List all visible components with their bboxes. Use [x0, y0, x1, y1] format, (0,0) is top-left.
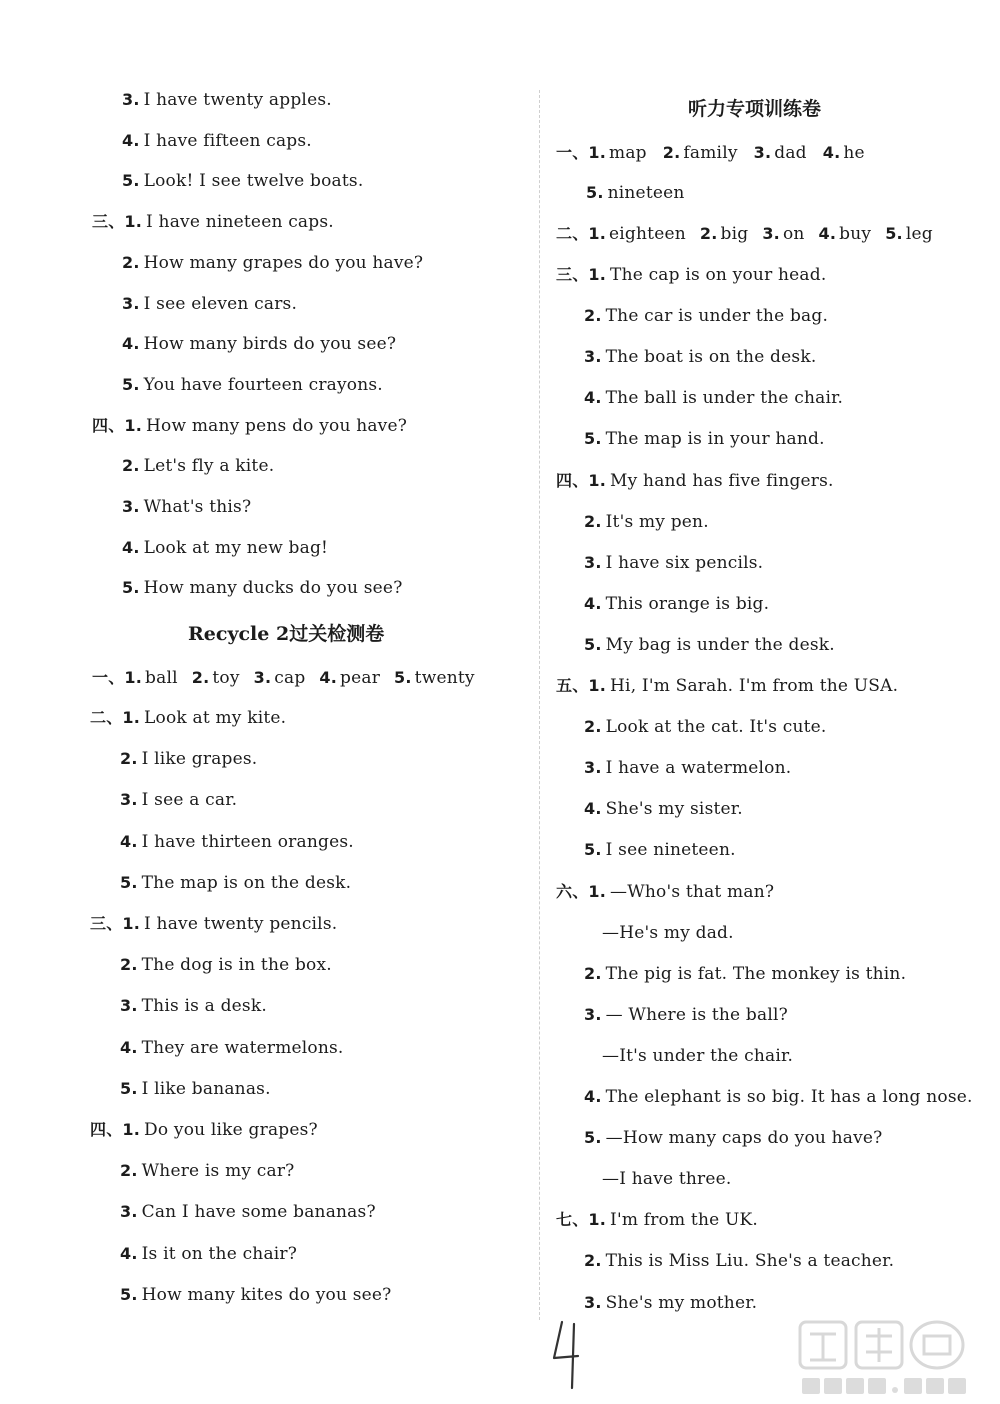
item-number: 4.: [584, 388, 602, 408]
answer-text: Is it on the chair?: [141, 1243, 298, 1264]
item-number: 1.: [124, 415, 143, 435]
answer-text: —It's under the chair.: [602, 1045, 794, 1066]
watermark-logo-icon: [792, 1318, 982, 1398]
item-number: 5.: [122, 578, 140, 598]
answer-text: You have fourteen crayons.: [143, 374, 383, 395]
section-marker: 三、: [556, 265, 589, 284]
heading-chinese: 过关检测卷: [289, 623, 385, 645]
answer-line: [584, 593, 769, 615]
item-number: 2.: [122, 252, 140, 272]
answer-text: The boat is on the desk.: [605, 347, 817, 368]
answer-line: [602, 1168, 732, 1190]
answer-text: family: [683, 143, 738, 163]
answer-line: [584, 963, 906, 985]
answer-row: [92, 667, 489, 689]
answer-text: The elephant is so big. It has a long nose.: [605, 1087, 973, 1107]
item-number: 2.: [584, 963, 602, 983]
answer-text: I have twenty pencils.: [144, 914, 338, 934]
answer-text: I have thirteen oranges.: [141, 831, 354, 852]
item-number: 3.: [253, 668, 272, 687]
item-number: 5.: [122, 171, 140, 191]
section-marker: 六、: [556, 881, 589, 901]
item-number: 4.: [122, 334, 140, 354]
section-marker: 一、: [556, 143, 589, 162]
item-number: 2.: [120, 955, 138, 975]
answer-line: [584, 1250, 894, 1272]
item-number: 5.: [586, 183, 604, 202]
item-number: 1.: [588, 143, 607, 162]
answer-text: Look at my kite.: [144, 708, 287, 728]
answer-text: toy: [212, 668, 240, 688]
handwritten-mark-icon: [548, 1318, 588, 1390]
heading-english: Recycle 2: [188, 623, 290, 645]
answer-text: This is a desk.: [141, 996, 267, 1017]
answer-text: big: [720, 224, 749, 244]
item-number: 2.: [699, 224, 718, 243]
answer-line: [90, 913, 337, 935]
answer-line: [584, 1127, 883, 1149]
item-number: 3.: [122, 90, 140, 109]
answer-text: How many grapes do you have?: [143, 252, 424, 273]
answer-line: [584, 716, 827, 738]
item-number: 2.: [584, 511, 602, 531]
answer-text: twenty: [414, 668, 475, 688]
answer-text: My hand has five fingers.: [610, 470, 834, 491]
answer-text: It's my pen.: [605, 511, 709, 532]
answer-line: [120, 1160, 295, 1182]
answer-text: eighteen: [609, 224, 686, 244]
answer-line: [120, 1284, 391, 1306]
answer-text: Let's fly a kite.: [143, 456, 275, 477]
item-number: 3.: [762, 224, 780, 243]
item-number: 4.: [584, 1087, 602, 1106]
item-number: 1.: [122, 708, 141, 727]
item-number: 2.: [584, 1251, 602, 1271]
item-number: 5.: [584, 1128, 602, 1148]
section-marker: 三、: [92, 212, 125, 232]
item-number: 2.: [584, 306, 602, 326]
answer-text: —Who's that man?: [610, 881, 775, 902]
item-number: 3.: [584, 1004, 602, 1024]
item-number: 3.: [120, 996, 138, 1016]
answer-line: [584, 428, 825, 450]
item-number: 1.: [588, 470, 607, 490]
answer-text: How many birds do you see?: [143, 334, 397, 355]
answer-line: [602, 1045, 793, 1067]
answer-line: [584, 634, 835, 656]
answer-text: I like bananas.: [141, 1078, 271, 1099]
answer-line: [584, 346, 816, 368]
answer-text: — Where is the ball?: [605, 1004, 788, 1025]
answer-line: [584, 1086, 973, 1108]
item-number: 3.: [122, 293, 140, 313]
section-heading-listening: 听力专项训练卷: [688, 98, 822, 120]
answer-line: [584, 305, 828, 327]
item-number: 1.: [588, 676, 607, 695]
answer-text: Hi, I'm Sarah. I'm from the USA.: [610, 676, 899, 696]
answer-text: leg: [905, 224, 933, 244]
item-number: 2.: [662, 143, 681, 162]
answer-line: [122, 130, 312, 152]
answer-line: [90, 707, 286, 729]
answer-text: I see a car.: [141, 790, 238, 811]
answer-text: The map is in your hand.: [605, 429, 825, 450]
item-number: 2.: [584, 717, 602, 737]
item-number: 3.: [584, 1292, 602, 1312]
answer-line: [584, 387, 843, 409]
item-number: 5.: [120, 1078, 138, 1098]
answer-line: [584, 1004, 788, 1026]
answer-line: [122, 333, 396, 355]
answer-line: [90, 1119, 318, 1141]
answer-text: This is Miss Liu. She's a teacher.: [605, 1251, 895, 1272]
answer-text: How many ducks do you see?: [143, 578, 403, 599]
section-marker: 四、: [90, 1120, 123, 1139]
item-number: 1.: [124, 668, 143, 687]
section-marker: 二、: [90, 708, 123, 727]
answer-line: [122, 537, 328, 559]
answer-text: on: [782, 224, 805, 244]
answer-text: Look at the cat. It's cute.: [605, 717, 827, 738]
item-number: 5.: [120, 872, 138, 892]
answer-text: This orange is big.: [605, 593, 770, 614]
item-number: 3.: [120, 790, 138, 810]
answer-line: [122, 293, 297, 315]
item-number: 4.: [120, 831, 138, 851]
answer-text: I see nineteen.: [605, 840, 736, 861]
answer-row: [556, 142, 881, 164]
answer-line: [120, 954, 332, 976]
answer-text: Where is my car?: [141, 1161, 295, 1182]
answer-line: [120, 1201, 376, 1223]
answer-text: —I have three.: [602, 1169, 732, 1190]
answer-text: map: [609, 143, 647, 163]
answer-text: My bag is under the desk.: [605, 634, 835, 655]
item-number: 4.: [818, 224, 837, 243]
answer-line: [584, 798, 743, 820]
answer-text: I have fifteen caps.: [143, 130, 312, 151]
item-number: 3.: [584, 552, 602, 572]
answer-line: [556, 264, 826, 286]
answer-line: [92, 415, 407, 437]
item-number: 4.: [584, 799, 602, 819]
answer-text: dad: [774, 143, 807, 163]
section-marker: 五、: [556, 676, 589, 695]
section-marker: 四、: [556, 470, 589, 490]
item-number: 2.: [122, 456, 140, 476]
answer-line: [122, 455, 274, 477]
answer-text: The car is under the bag.: [605, 306, 829, 327]
item-number: 3.: [584, 758, 602, 778]
section-marker: 一、: [92, 668, 125, 687]
answer-text: She's my mother.: [605, 1292, 758, 1313]
answer-text: The ball is under the chair.: [605, 388, 844, 409]
answer-line: [122, 170, 363, 192]
item-number: 5.: [584, 634, 602, 654]
answer-row: [556, 223, 947, 245]
item-number: 1.: [124, 212, 143, 232]
item-number: 4.: [122, 537, 140, 557]
answer-text: I have twenty apples.: [143, 90, 332, 110]
item-number: 5.: [584, 840, 602, 860]
item-number: 3.: [120, 1202, 138, 1222]
answer-line: [92, 211, 334, 233]
answer-text: —He's my dad.: [602, 922, 734, 943]
item-number: 2.: [191, 668, 210, 687]
answer-text: I like grapes.: [141, 749, 258, 770]
answer-line: [122, 496, 251, 518]
answer-text: How many kites do you see?: [141, 1284, 392, 1305]
answer-text: cap: [274, 668, 306, 688]
answer-line: [120, 1078, 271, 1100]
answer-text: What's this?: [143, 497, 252, 517]
item-number: 5.: [584, 429, 602, 449]
answer-text: I have a watermelon.: [605, 758, 792, 779]
item-number: 2.: [120, 1161, 138, 1181]
answer-text: How many pens do you have?: [146, 415, 408, 436]
answer-line: [120, 995, 267, 1017]
answer-text: Look! I see twelve boats.: [143, 171, 364, 192]
section-marker: 二、: [556, 224, 589, 243]
item-number: 1.: [122, 1120, 141, 1139]
answer-line: [122, 89, 332, 111]
answer-text: nineteen: [607, 183, 685, 203]
answer-line: [120, 748, 257, 770]
item-number: 5.: [122, 374, 140, 394]
answer-line: [584, 839, 736, 861]
item-number: 1.: [588, 265, 607, 284]
answer-line: [120, 1037, 344, 1059]
answer-line: [120, 789, 237, 811]
answer-line: [122, 577, 403, 599]
item-number: 5.: [120, 1284, 138, 1304]
answer-line: [556, 1209, 758, 1231]
answer-line: [584, 1292, 757, 1314]
item-number: 3.: [584, 347, 602, 367]
answer-text: They are watermelons.: [141, 1037, 344, 1058]
answer-line: [556, 470, 834, 492]
item-number: 1.: [588, 1210, 607, 1230]
section-marker: 七、: [556, 1210, 589, 1230]
answer-text: I'm from the UK.: [610, 1210, 758, 1231]
answer-line: [556, 675, 898, 697]
answer-line: [584, 511, 709, 533]
answer-text: The dog is in the box.: [141, 955, 332, 976]
answer-line: [120, 1243, 297, 1265]
answer-line: [120, 831, 354, 853]
column-divider: [539, 90, 540, 1320]
item-number: 4.: [120, 1037, 138, 1057]
item-number: 4.: [319, 668, 338, 687]
answer-text: pear: [340, 668, 381, 688]
item-number: 5.: [394, 668, 412, 687]
answer-text: I have nineteen caps.: [146, 212, 334, 233]
answer-text: buy: [839, 224, 872, 244]
answer-text: Do you like grapes?: [144, 1120, 318, 1140]
section-marker: 三、: [90, 914, 123, 933]
answer-line: [586, 182, 685, 204]
answer-line: [602, 922, 734, 944]
item-number: 4.: [822, 143, 841, 162]
answer-text: Look at my new bag!: [143, 537, 329, 558]
item-number: 1.: [588, 881, 607, 901]
answer-line: [584, 552, 763, 574]
answer-text: I have six pencils.: [605, 552, 764, 573]
answer-text: She's my sister.: [605, 799, 743, 820]
answer-text: —How many caps do you have?: [605, 1128, 883, 1149]
answer-text: The cap is on your head.: [610, 265, 827, 285]
item-number: 4.: [122, 130, 140, 150]
answer-line: [122, 374, 383, 396]
answer-text: he: [843, 143, 865, 163]
item-number: 4.: [120, 1243, 138, 1263]
item-number: 3.: [753, 143, 772, 162]
item-number: 5.: [885, 224, 903, 243]
item-number: 2.: [120, 749, 138, 769]
answer-line: [584, 757, 791, 779]
item-number: 4.: [584, 593, 602, 613]
item-number: 3.: [122, 497, 140, 516]
section-marker: 四、: [92, 415, 125, 435]
answer-line: [122, 252, 423, 274]
section-heading-recycle-2: [188, 621, 384, 647]
answer-text: Can I have some bananas?: [141, 1202, 376, 1223]
answer-text: I see eleven cars.: [143, 293, 298, 314]
answer-line: [120, 872, 351, 894]
answer-text: The pig is fat. The monkey is thin.: [605, 963, 907, 984]
item-number: 1.: [588, 224, 607, 243]
answer-text: The map is on the desk.: [141, 872, 352, 893]
answer-text: ball: [145, 668, 178, 688]
answer-line: [556, 881, 774, 903]
item-number: 1.: [122, 914, 141, 933]
